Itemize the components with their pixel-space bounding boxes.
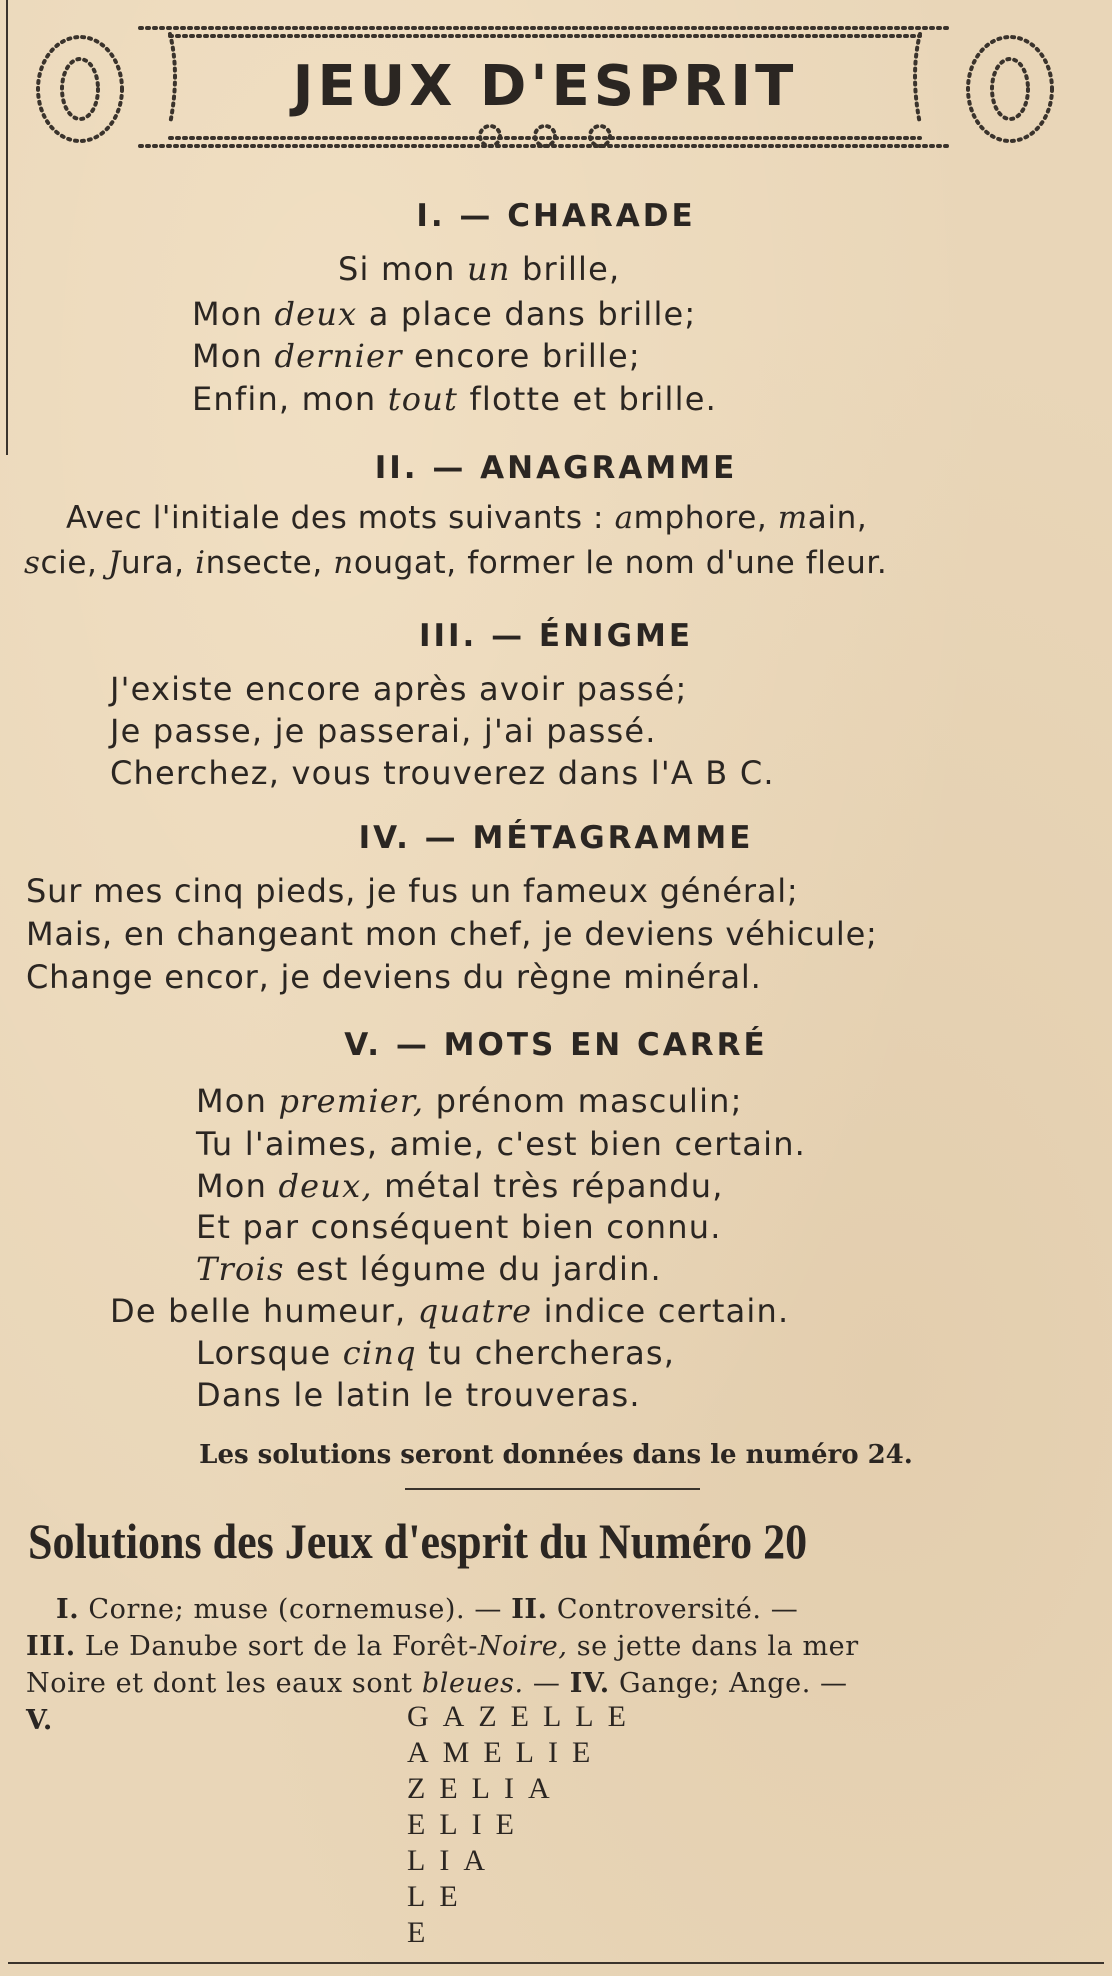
metagramme-heading: IV. — MÉTAGRAMME	[358, 820, 754, 856]
square-row-7: E	[407, 1916, 440, 1949]
enigme-heading: III. — ÉNIGME	[418, 618, 694, 654]
square-row-6: LE	[407, 1880, 472, 1913]
charade-line-1: Si mon un brille,	[338, 250, 621, 288]
carre-line-8: Dans le latin le trouveras.	[196, 1376, 641, 1414]
carre-line-3: Mon deux, métal très répandu,	[196, 1167, 724, 1205]
enigme-line-2: Je passe, je passerai, j'ai passé.	[110, 712, 657, 750]
header-banner	[20, 14, 1070, 164]
carre-line-1: Mon premier, prénom masculin;	[196, 1082, 743, 1120]
metagramme-line-1: Sur mes cinq pieds, je fus un fameux général;	[26, 872, 799, 910]
bottom-rule	[8, 1962, 1104, 1964]
solution-line-2: III. Le Danube sort de la Forêt-Noire, se jette dans la mer	[26, 1631, 859, 1662]
divider	[405, 1488, 700, 1490]
mots-en-carre-heading: V. — MOTS EN CARRÉ	[344, 1027, 768, 1063]
square-row-1: GAZELLE	[407, 1700, 640, 1733]
enigme-line-3: Cherchez, vous trouverez dans l'A B C.	[110, 754, 775, 792]
solution-line-4: V.	[26, 1705, 53, 1736]
square-row-3: ZELIA	[407, 1772, 564, 1805]
square-row-5: LIA	[407, 1844, 499, 1877]
carre-line-5: Trois est légume du jardin.	[196, 1250, 662, 1288]
anagramme-line-2: scie, Jura, insecte, nougat, former le nom d'une fleur.	[24, 545, 888, 581]
solution-line-1: I. Corne; muse (cornemuse). — II. Controversité. —	[56, 1594, 799, 1625]
charade-heading: I. — CHARADE	[416, 198, 696, 234]
charade-line-2: Mon deux a place dans brille;	[192, 295, 697, 333]
anagramme-heading: II. — ANAGRAMME	[374, 450, 738, 486]
square-row-2: AMELIE	[407, 1736, 605, 1769]
page-title: JEUX D'ESPRIT	[292, 54, 798, 119]
carre-line-4: Et par conséquent bien connu.	[196, 1208, 722, 1246]
metagramme-line-3: Change encor, je deviens du règne minéral.	[26, 958, 762, 996]
charade-line-3: Mon dernier encore brille;	[192, 337, 641, 375]
metagramme-line-2: Mais, en changeant mon chef, je deviens véhicule;	[26, 915, 878, 953]
carre-line-6: De belle humeur, quatre indice certain.	[110, 1292, 790, 1330]
anagramme-line-1: Avec l'initiale des mots suivants : amphore, main,	[66, 500, 868, 536]
solution-line-3: Noire et dont les eaux sont bleues. — IV. Gange; Ange. —	[26, 1668, 848, 1699]
square-row-4: ELIE	[407, 1808, 528, 1841]
charade-line-4: Enfin, mon tout flotte et brille.	[192, 380, 717, 418]
carre-line-7: Lorsque cinq tu chercheras,	[196, 1334, 676, 1372]
enigme-line-1: J'existe encore après avoir passé;	[110, 670, 688, 708]
solutions-note: Les solutions seront données dans le numéro 24.	[199, 1440, 913, 1470]
carre-line-2: Tu l'aimes, amie, c'est bien certain.	[196, 1125, 807, 1163]
solutions-title: Solutions des Jeux d'esprit du Numéro 20	[28, 1513, 808, 1569]
